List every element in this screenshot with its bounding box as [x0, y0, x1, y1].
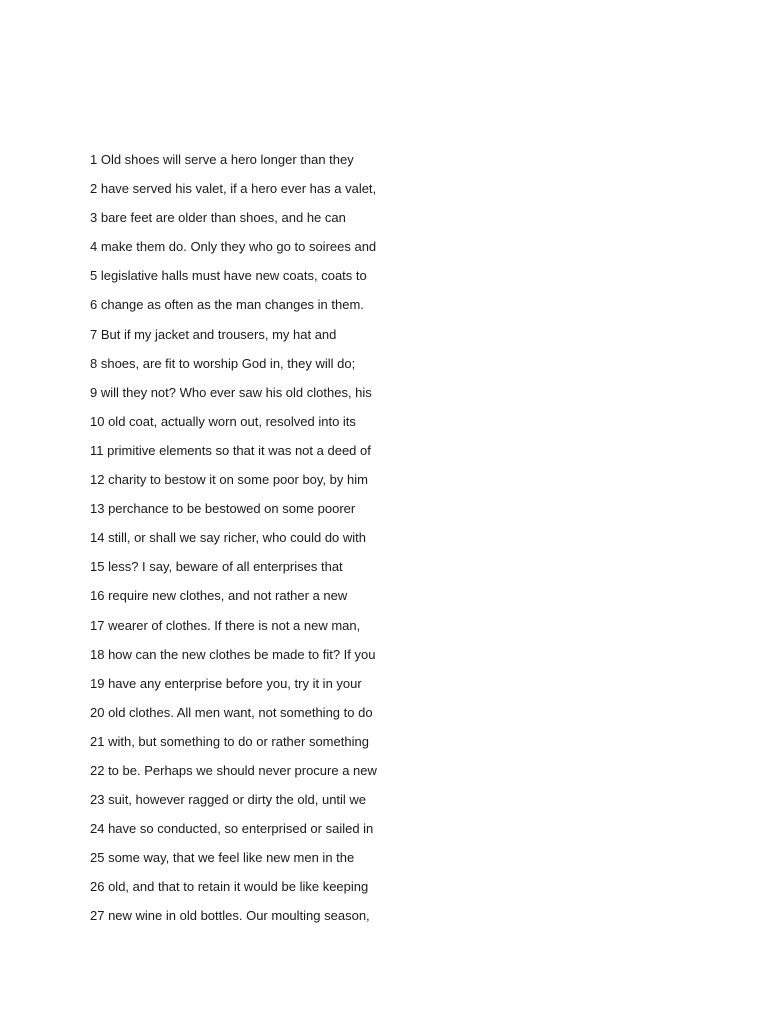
text-line: 15 less? I say, beware of all enterprises that — [90, 559, 343, 575]
text-line: 14 still, or shall we say richer, who could do with — [90, 530, 367, 546]
text-line: 17 wearer of clothes. If there is not a new man, — [90, 617, 361, 633]
text-line: 20 old clothes. All men want, not something to do — [90, 704, 373, 720]
text-line: 19 have any enterprise before you, try it in your — [90, 675, 362, 691]
text-line: 10 old coat, actually worn out, resolved into its — [90, 413, 356, 429]
text-line: 4 make them do. Only they who go to soirees and — [90, 239, 377, 255]
text-line: 21 with, but something to do or rather something — [90, 733, 369, 749]
numbered-text-lines — [90, 150, 690, 936]
text-line: 27 new wine in old bottles. Our moulting season, — [90, 908, 370, 924]
text-line: 18 how can the new clothes be made to fit? If you — [90, 646, 376, 662]
text-line: 16 require new clothes, and not rather a new — [90, 588, 348, 604]
text-line: 25 some way, that we feel like new men in the — [90, 850, 355, 866]
text-line: 7 But if my jacket and trousers, my hat and — [90, 326, 337, 342]
text-line: 8 shoes, are fit to worship God in, they will do; — [90, 355, 356, 371]
text-line: 9 will they not? Who ever saw his old clothes, his — [90, 384, 372, 400]
text-line: 1 Old shoes will serve a hero longer than they — [90, 152, 354, 167]
text-line: 24 have so conducted, so enterprised or sailed in — [90, 821, 374, 837]
text-line: 26 old, and that to retain it would be like keeping — [90, 879, 369, 895]
text-line: 11 primitive elements so that it was not a deed of — [90, 442, 371, 458]
text-line: 3 bare feet are older than shoes, and he can — [90, 210, 346, 226]
text-line: 13 perchance to be bestowed on some poorer — [90, 501, 356, 517]
text-line: 22 to be. Perhaps we should never procure a new — [90, 762, 377, 778]
text-line: 12 charity to bestow it on some poor boy, by him — [90, 472, 368, 488]
text-line: 23 suit, however ragged or dirty the old, until we — [90, 792, 367, 808]
text-line: 2 have served his valet, if a hero ever has a valet, — [90, 181, 377, 197]
text-line: 6 change as often as the man changes in them. — [90, 297, 364, 313]
text-line: 5 legislative halls must have new coats, coats to — [90, 268, 367, 284]
